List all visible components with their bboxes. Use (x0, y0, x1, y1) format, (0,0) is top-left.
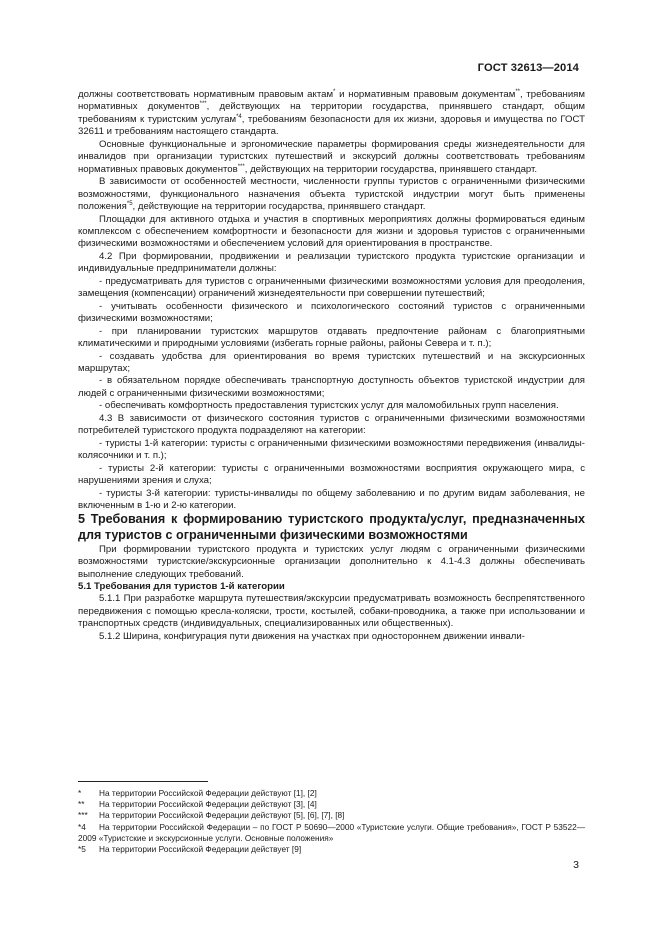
footnote-text: На территории Российской Федерации действуют [1], [2] (99, 788, 317, 798)
list-item: - учитывать особенности физического и психологического состояний туристов с ограниченными физическими возможностями; (78, 300, 585, 325)
paragraph: 4.2 При формировании, продвижении и реализации туристского продукта туристские организации и индивидуальные предприниматели должны: (78, 250, 585, 275)
list-item: - предусматривать для туристов с ограниченными физическими возможностями условия для преодоления, замещения (компенсации) ограничений жизнедеятельности при совершении путешествий; (78, 275, 585, 300)
paragraph: Площадки для активного отдыха и участия в спортивных мероприятиях должны формироваться единым комплексом с обеспечением комфортности и безопасности для жизни и здоровья туристов с ограниченными физическими возможностями и обеспечением условий для ориентирования в пространстве. (78, 213, 585, 250)
section-title: 5 Требования к формированию туристского продукта/услуг, предназначенных для туристов с ограниченными физическими возможностями (78, 512, 585, 542)
paragraph: должны соответствовать нормативным правовым актам* и нормативным правовым документам**, требованиям нормативных документов***, действующих на территории государства, принявшего стандарт, общим требованиям к туристским услугам$^{*4}$, требованиям безопасности для их жизни, здоровья и имущества по ГОСТ 32611 и требованиям настоящего стандарта. (78, 88, 585, 138)
footnote (78, 810, 585, 821)
footnote-text: На территории Российской Федерации – по ГОСТ Р 50690—2000 «Туристские услуги. Общие требования», ГОСТ Р 53522—2009 «Туристские и экскурсионные услуги. Основные положения» (78, 821, 585, 843)
footnote-mark: *** (78, 810, 88, 821)
paragraph: 5.1.2 Ширина, конфигурация пути движения на участках при одностороннем движении инвали- (99, 630, 525, 642)
footnotes (78, 788, 585, 855)
list-item: - туристы 3-й категории: туристы-инвалиды по общему заболеванию и по другим видам заболевания, не включенным в 1-ю и 2-ю категории. (78, 487, 585, 511)
list-item: - туристы 2-й категории: туристы с ограниченными возможностями восприятия окружающего мира, с нарушениями зрения и слуха; (78, 462, 585, 487)
list-item: - в обязательном порядке обеспечивать транспортную доступность объектов туристской индустрии для людей с ограниченными физическими возможностями; (78, 375, 585, 399)
list-item: - обеспечивать комфортность предоставления туристских услуг для маломобильных групп населения. (99, 400, 559, 412)
paragraph: В зависимости от особенностей местности, численности группы туристов с ограниченными физическими возможностями, функционального назначения объекта туристской индустрии могут быть применены положения$^{*5}$, действующие на территории государства, принявшего стандарт. (78, 176, 585, 213)
footnote (78, 844, 585, 855)
footnote-mark: ** (78, 799, 85, 810)
list-item: - при планировании туристских маршрутов отдавать предпочтение районам с благоприятными климатическими и природными условиями (избегать горные районы, районы Севера и т. п.); (78, 325, 585, 350)
list-item: - создавать удобства для ориентирования во время туристских путешествий и на экскурсионных маршрутах; (78, 350, 585, 374)
paragraph: При формировании туристского продукта и туристских услуг людям с ограниченными физическими возможностями туристские/экскурсионные организации дополнительно к 4.1-4.3 должны обеспечивать выполнение следующих требований. (78, 543, 585, 580)
page-number: 3 (573, 859, 579, 871)
footnote-text: На территории Российской Федерации действуют [3], [4] (99, 799, 317, 810)
footnote (78, 799, 585, 810)
footnote-text: На территории Российской Федерации действует [9] (99, 844, 302, 855)
footnote-separator (78, 781, 208, 782)
document-code-header: ГОСТ 32613—2014 (477, 62, 579, 74)
footnote-mark: *4 (78, 821, 86, 832)
paragraph: 4.3 В зависимости от физического состояния туристов с ограниченными физическими возможностями потребителей туристского продукта подразделяют на категории: (78, 412, 585, 437)
footnote-mark: *5 (78, 844, 86, 855)
paragraph: Основные функциональные и эргономические параметры формирования среды жизнедеятельности для инвалидов при организации туристских путешествий и экскурсий должны соответствовать требованиям нормативных правовых документов***, действующих на территории государства, принявшего стандарт. (78, 138, 585, 175)
list-item: - туристы 1-й категории: туристы с ограниченными физическими возможностями передвижения (инвалиды-колясочники и т. п.); (78, 437, 585, 462)
footnote-mark: * (78, 788, 82, 798)
subsection-title: 5.1 Требования для туристов 1-й категории (78, 580, 285, 592)
footnote (78, 822, 585, 844)
page-body (78, 89, 585, 643)
paragraph: 5.1.1 При разработке маршрута путешествия/экскурсии предусматривать возможность беспрепятственного передвижения с помощью кресла-коляски, трости, костылей, собаки-проводника, а также при использовании и транспортных средств (индивидуальных, специализированных или общественных). (78, 593, 585, 630)
footnote (78, 788, 585, 799)
footnote-text: На территории Российской Федерации действуют [5], [6], [7], [8] (99, 810, 345, 821)
